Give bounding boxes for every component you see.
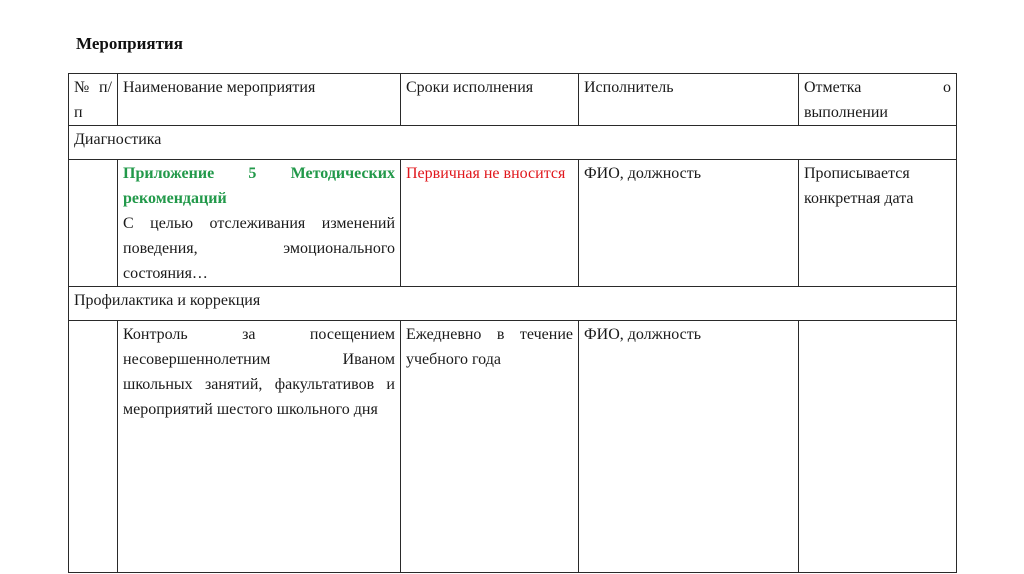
events-table bbox=[68, 73, 957, 573]
cell-deadline: Ежедневно в течение учебного года bbox=[401, 321, 579, 573]
header-deadline: Сроки исполнения bbox=[401, 74, 579, 126]
header-mark: Отметка о выполнении bbox=[799, 74, 957, 126]
section-row-prevention bbox=[69, 287, 957, 321]
cell-mark bbox=[799, 321, 957, 573]
cell-num bbox=[69, 160, 118, 287]
header-executor: Исполнитель bbox=[579, 74, 799, 126]
table-row bbox=[69, 160, 957, 287]
section-title-prevention: Профилактика и коррекция bbox=[69, 287, 957, 321]
cell-name bbox=[118, 160, 401, 287]
name-text: С целью отслеживания изменений поведения, эмоционального состояния… bbox=[123, 215, 395, 282]
header-name: Наименование мероприятия bbox=[118, 74, 401, 126]
header-num: № п/п bbox=[69, 74, 118, 126]
name-highlight: Приложение 5 Методических рекомендаций bbox=[123, 165, 395, 207]
page-title: Мероприятия bbox=[76, 34, 183, 53]
cell-executor: ФИО, должность bbox=[579, 321, 799, 573]
table-row bbox=[69, 321, 957, 573]
cell-name: Контроль за посещением несовершеннолетним Иваном школьных занятий, факультативов и мероприятий шестого школьного дня bbox=[118, 321, 401, 573]
table-header-row bbox=[69, 74, 957, 126]
cell-num bbox=[69, 321, 118, 573]
section-row-diagnostics bbox=[69, 126, 957, 160]
cell-executor: ФИО, должность bbox=[579, 160, 799, 287]
section-title-diagnostics: Диагностика bbox=[69, 126, 957, 160]
cell-mark: Прописывается конкретная дата bbox=[799, 160, 957, 287]
cell-deadline: Первичная не вносится bbox=[401, 160, 579, 287]
